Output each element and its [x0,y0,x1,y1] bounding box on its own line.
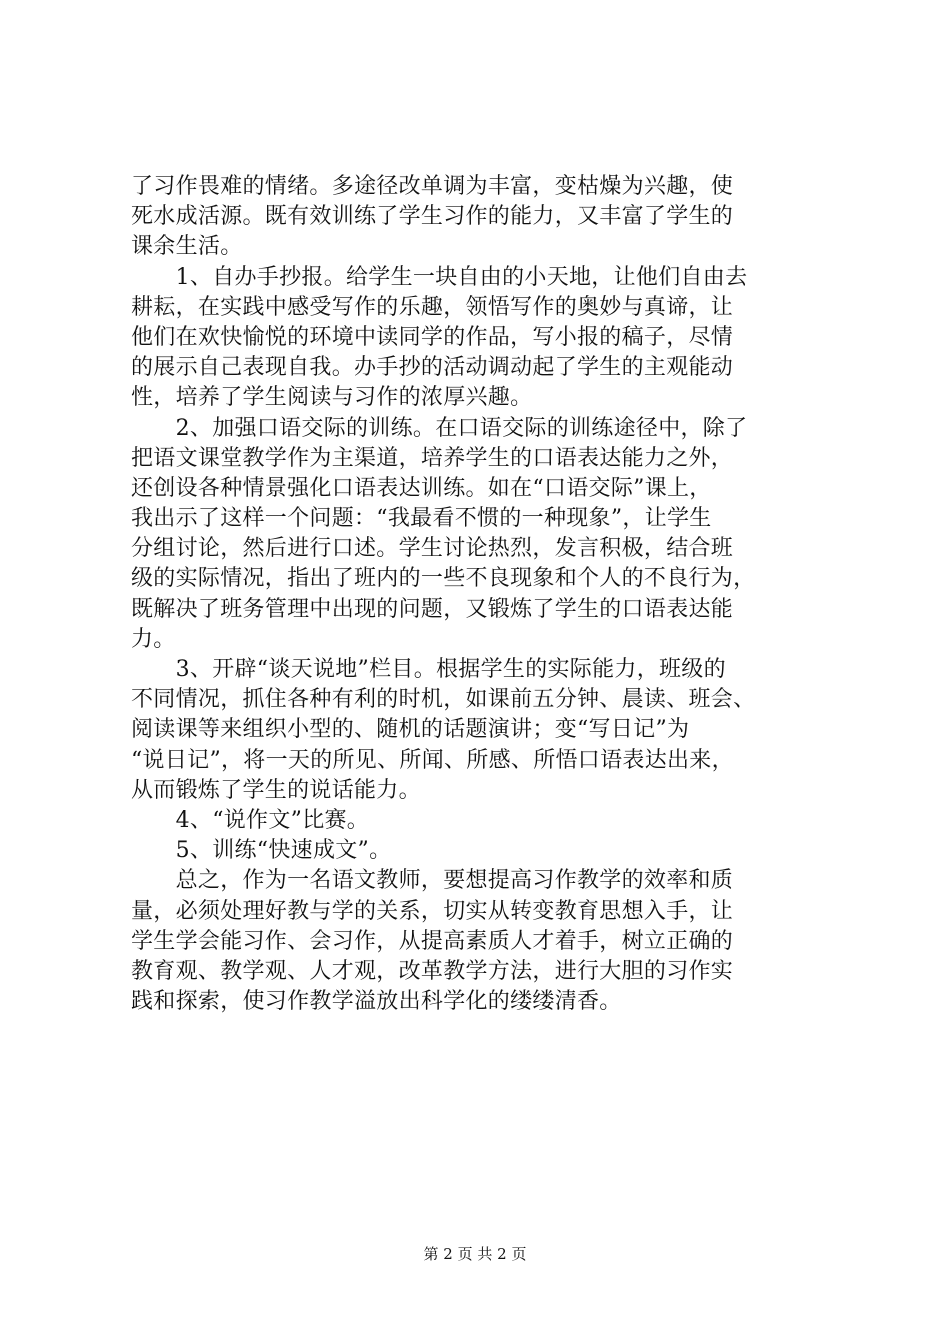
text-line: 了习作畏难的情绪。多途径改单调为丰富，变枯燥为兴趣，使 [131,174,734,199]
text-line: 阅读课等来组织小型的、随机的话题演讲；变“写日记”为 [131,717,690,743]
text-line: 1、自办手抄报。给学生一块自由的小天地，让他们自由去 [131,264,748,290]
text-line: 级的实际情况，指出了班内的一些不良现象和个人的不良行为， [131,566,756,592]
text-line: 教育观、教学观、人才观，改革教学方法，进行大胆的习作实 [131,958,734,984]
text-line: 总之，作为一名语文教师，要想提高习作教学的效率和质 [131,868,734,894]
text-line: 5、训练“快速成文”。 [131,838,392,864]
body-text [131,172,837,1017]
text-line: 既解决了班务管理中出现的问题，又锻炼了学生的口语表达能 [131,596,734,622]
page-number-footer: 第 2 页 共 2 页 [423,1245,527,1263]
text-line: 践和探索，使习作教学溢放出科学化的缕缕清香。 [131,989,622,1015]
text-line: 的展示自己表现自我。办手抄的活动调动起了学生的主观能动 [131,355,734,381]
text-line: 4、“说作文”比赛。 [131,807,370,833]
text-line: 课余生活。 [131,234,243,260]
text-line: “说日记”，将一天的所见、所闻、所感、所悟口语表达出来， [131,747,734,773]
text-line: 把语文课堂教学作为主渠道，培养学生的口语表达能力之外， [131,445,734,471]
text-line: 还创设各种情景强化口语表达训练。如在“口语交际”课上， [131,475,712,501]
text-line: 死水成活源。既有效训练了学生习作的能力，又丰富了学生的 [131,204,734,230]
text-line: 力。 [131,626,176,652]
text-line: 分组讨论，然后进行口述。学生讨论热烈，发言积极，结合班 [131,536,734,562]
text-line: 不同情况，抓住各种有利的时机，如课前五分钟、晨读、班会、 [131,687,756,713]
text-line: 耕耘，在实践中感受写作的乐趣，领悟写作的奥妙与真谛，让 [131,294,734,320]
text-line: 3、开辟“谈天说地”栏目。根据学生的实际能力，班级的 [131,657,726,682]
text-line: 量，必须处理好教与学的关系，切实从转变教育思想入手，让 [131,898,734,924]
text-line: 从而锻炼了学生的说话能力。 [131,777,421,803]
text-line: 学生学会能习作、会习作，从提高素质人才着手，树立正确的 [131,928,734,954]
text-line: 他们在欢快愉悦的环境中读同学的作品，写小报的稿子，尽情 [131,324,734,350]
text-line: 性，培养了学生阅读与习作的浓厚兴趣。 [131,385,533,411]
text-line: 我出示了这样一个问题：“我最看不惯的一种现象”，让学生 [131,506,712,532]
text-line: 2、加强口语交际的训练。在口语交际的训练途径中，除了 [131,415,748,441]
